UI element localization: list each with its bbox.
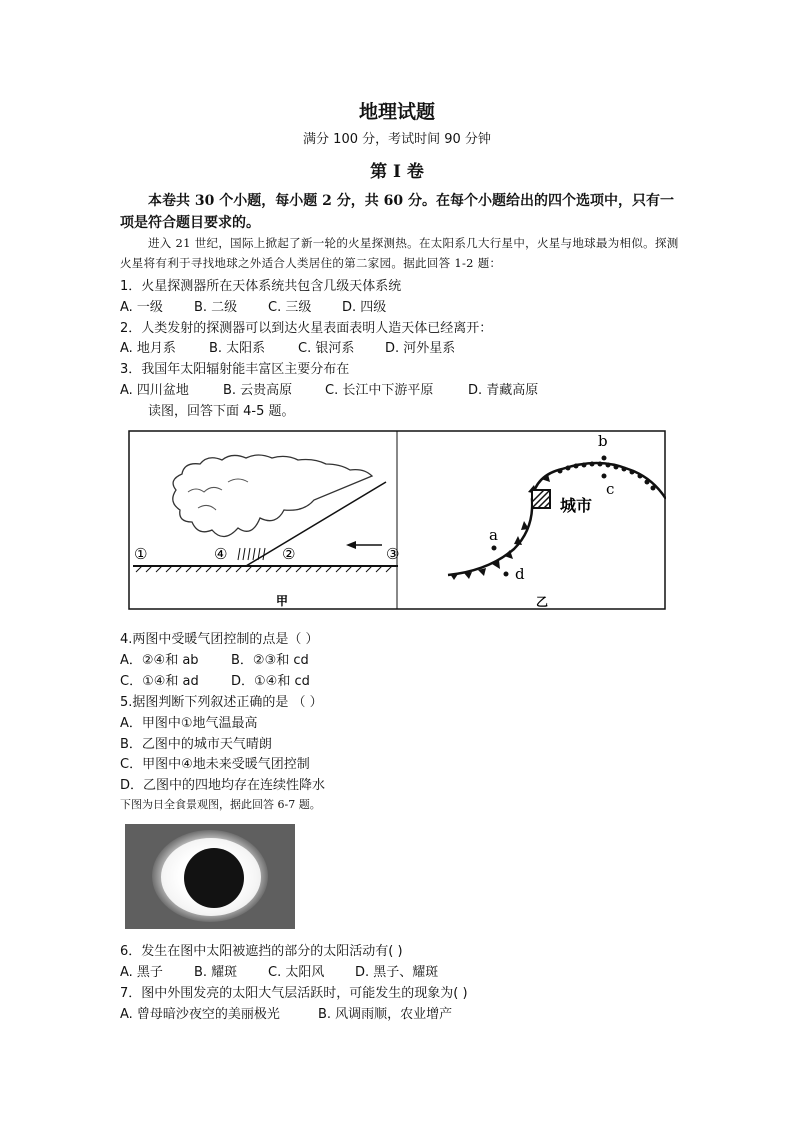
question-1: 1．火星探测器所在天体系统共包含几级天体系统 (120, 279, 402, 294)
question-5-option-d: D．乙图中的四地均存在连续性降水 (120, 778, 326, 793)
question-3-options (120, 379, 538, 398)
section-instructions: 本卷共 30 个小题，每小题 2 分，共 60 分。在每个小题给出的四个选项中，只有一项是符合题目要求的。 (120, 193, 674, 231)
question-1-options (120, 296, 386, 315)
question-5-option-a: A．甲图中①地气温最高 (120, 716, 258, 731)
point-label-4: ④ (214, 545, 228, 563)
point-label-b: b (598, 432, 608, 450)
option: A. 四川盆地 (120, 383, 189, 398)
question-2: 2．人类发射的探测器可以到达火星表面表明人造天体已经离开： (120, 321, 493, 336)
question-4: 4.两图中受暖气团控制的点是（ ） (120, 632, 319, 647)
option: D. 青藏高原 (468, 383, 539, 398)
question-6: 6．发生在图中太阳被遮挡的部分的太阳活动有( ) (120, 944, 403, 959)
option: A. 地月系 (120, 341, 176, 356)
option: D．①④和 cd (231, 674, 310, 689)
point-c (602, 474, 607, 479)
option: D. 四级 (342, 300, 387, 315)
point-d (504, 572, 509, 577)
option: C．①④和 ad (120, 674, 199, 689)
question-3: 3．我国年太阳辐射能丰富区主要分布在 (120, 362, 350, 377)
front-diagram (128, 430, 666, 610)
option: B. 云贵高原 (223, 383, 293, 398)
option: C. 太阳风 (268, 965, 325, 980)
question-4-options (120, 649, 309, 668)
point-b (602, 456, 607, 461)
option: C. 三级 (268, 300, 312, 315)
option: B. 太阳系 (209, 341, 266, 356)
point-label-2: ② (282, 545, 296, 563)
panel-caption-right: 乙 (536, 595, 549, 609)
point-a (492, 546, 497, 551)
panel-caption-left: 甲 (276, 594, 289, 608)
question-5-option-b: B．乙图中的城市天气晴朗 (120, 737, 272, 752)
option: B．②③和 cd (231, 653, 309, 668)
question-5: 5.据图判断下列叙述正确的是 （ ） (120, 695, 323, 710)
point-label-3: ③ (386, 545, 400, 563)
city-marker-icon (532, 490, 550, 508)
question-7-options (120, 1003, 452, 1022)
reading-passage: 进入 21 世纪，国际上掀起了新一轮的火星探测热。在太阳系几大行星中，火星与地球最为相似。探测火星将有利于寻找地球之外适合人类居住的第二家园。据此回答 1-2 题： (120, 236, 679, 270)
point-label-d: d (515, 565, 525, 583)
point-label-c: c (606, 480, 615, 498)
option: A. 曾母暗沙夜空的美丽极光 (120, 1007, 280, 1022)
option: B. 风调雨顺，农业增产 (318, 1007, 453, 1022)
point-label-a: a (489, 526, 498, 544)
point-label-1: ① (134, 545, 148, 563)
option: D. 黑子、耀斑 (355, 965, 439, 980)
question-4-options-row2 (120, 670, 310, 689)
option: A. 黑子 (120, 965, 163, 980)
eclipse-intro: 下图为日全食景观图，据此回答 6-7 题。 (120, 798, 321, 811)
solar-eclipse-photo (125, 824, 295, 929)
option: B. 二级 (194, 300, 238, 315)
option: C. 长江中下游平原 (325, 383, 434, 398)
read-prompt: 读图，回答下面 4-5 题。 (148, 404, 295, 419)
exam-info: 满分 100 分，考试时间 90 分钟 (303, 132, 491, 147)
city-label: 城市 (560, 496, 593, 515)
question-2-options (120, 337, 455, 356)
option: D. 河外星系 (385, 341, 456, 356)
option: B. 耀斑 (194, 965, 238, 980)
option: A. 一级 (120, 300, 163, 315)
question-5-option-c: C．甲图中④地未来受暖气团控制 (120, 757, 310, 772)
question-7: 7．图中外围发亮的太阳大气层活跃时，可能发生的现象为( ) (120, 986, 468, 1001)
option: A．②④和 ab (120, 653, 199, 668)
question-6-options (120, 961, 438, 980)
page-title: 地理试题 (358, 101, 435, 123)
section-heading: 第 I 卷 (370, 162, 424, 182)
moon-disk (184, 848, 244, 908)
option: C. 银河系 (298, 341, 355, 356)
